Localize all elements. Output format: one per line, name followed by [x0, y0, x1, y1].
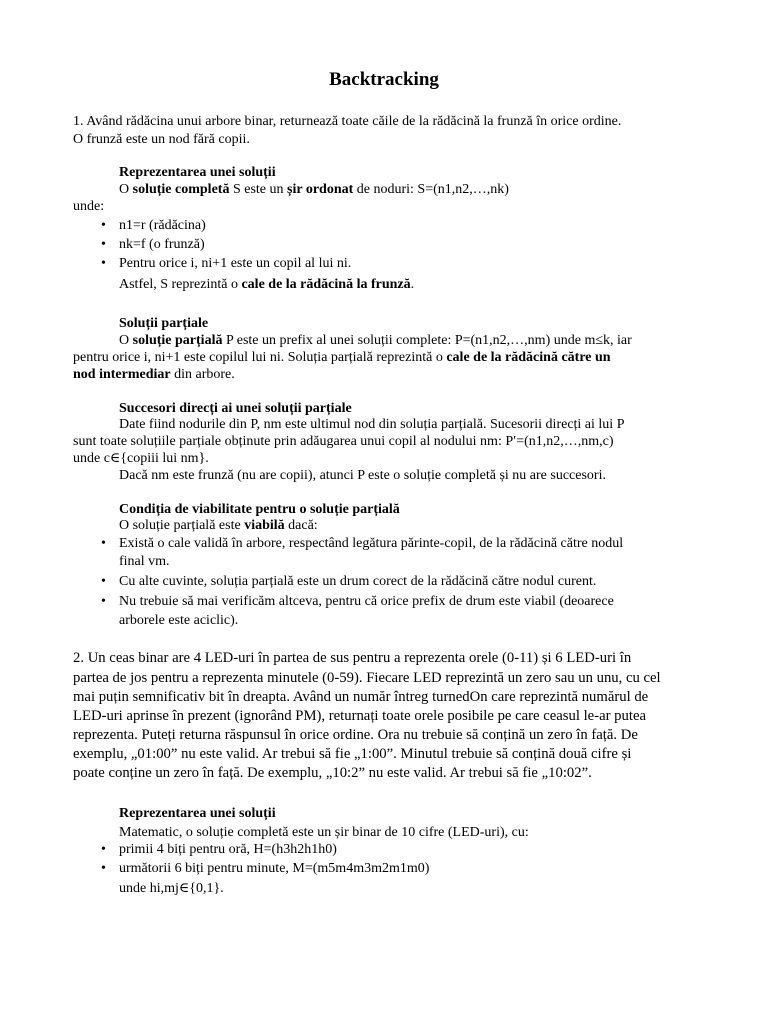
- p1-viab-bullet-1b: final vm.: [119, 554, 170, 569]
- p1-succ-line2: sunt toate soluțiile parțiale obținute prin adăugarea unui copil al nodului nm: P′=(n1,n2,…,nm,c): [73, 434, 614, 449]
- bullet-icon: •: [101, 574, 106, 589]
- p1-astfel: Astfel, S reprezintă o cale de la rădăcină la frunză.: [119, 277, 415, 292]
- bullet-icon: •: [101, 218, 106, 233]
- p1-bullet-1: n1=r (rădăcina): [119, 218, 206, 233]
- p2-unde: unde hi,mj∈{0,1}.: [119, 881, 224, 896]
- bullet-icon: •: [101, 861, 106, 876]
- bullet-icon: •: [101, 237, 106, 252]
- p1-intro-line1: 1. Având rădăcina unui arbore binar, returnează toate căile de la rădăcină la frunză în orice ordine.: [73, 114, 622, 129]
- page-title: Backtracking: [329, 69, 439, 90]
- p2-rep-line: Matematic, o soluție completă este un șir binar de 10 cifre (LED-uri), cu:: [119, 825, 529, 840]
- p1-viab-bullet-3a: Nu trebuie să mai verificăm altceva, pentru că orice prefix de drum este viabil (deoarece: [119, 594, 614, 609]
- p1-part-heading: Soluții parțiale: [119, 316, 209, 331]
- p2-line-7: poate conține un zero în față. De exemplu, „10:2” nu este valid. Ar trebui să fie „10:02”.: [73, 765, 592, 781]
- p1-viab-bullet-3b: arborele este aciclic).: [119, 613, 239, 628]
- p1-succ-line4: Dacă nm este frunză (nu are copii), atunci P este o soluție completă și nu are succesori.: [119, 468, 606, 483]
- p1-succ-line1: Date fiind nodurile din P, nm este ultimul nod din soluția parțială. Sucesorii direcți ai lui P: [119, 417, 625, 432]
- p2-line-1: 2. Un ceas binar are 4 LED-uri în partea de sus pentru a reprezenta orele (0-11) și 6 LED-uri în: [73, 650, 632, 666]
- p1-succ-line3: unde c∈{copiii lui nm}.: [73, 451, 209, 466]
- p2-line-3: mai puțin semnificativ bit în dreapta. Având un număr întreg turnedOn care reprezintă numărul de: [73, 689, 649, 705]
- p1-part-line1: O soluție parțială P este un prefix al unei soluții complete: P=(n1,n2,…,nm) unde m≤k, iar: [119, 333, 632, 348]
- p2-line-6: exemplu, „01:00” nu este valid. Ar trebui să fie „1:00”. Minutul trebuie să conțină două cifre și: [73, 746, 632, 762]
- bullet-icon: •: [101, 256, 106, 271]
- p2-line-5: reprezenta. Puteți returna răspunsul în orice ordine. Ora nu trebuie să conțină un zero în față. De: [73, 727, 638, 743]
- p2-bullet-1: primii 4 biți pentru oră, H=(h3h2h1h0): [119, 842, 337, 857]
- p1-succ-heading: Succesori direcți ai unei soluții parțiale: [119, 401, 352, 416]
- p1-viab-bullet-1a: Există o cale validă în arbore, respectând legătura părinte-copil, de la rădăcină către nodul: [119, 536, 624, 551]
- bullet-icon: •: [101, 536, 106, 551]
- p1-intro-line2: O frunză este un nod fără copii.: [73, 132, 250, 147]
- p2-rep-heading: Reprezentarea unei soluții: [119, 806, 276, 821]
- p1-part-line2: pentru orice i, ni+1 este copilul lui ni. Soluția parțială reprezintă o cale de la rădăcină către un: [73, 350, 611, 365]
- p1-viab-bullet-2: Cu alte cuvinte, soluția parțială este un drum corect de la rădăcină către nodul curent.: [119, 574, 597, 589]
- p1-rep-heading: Reprezentarea unei soluții: [119, 165, 276, 180]
- p1-bullet-3: Pentru orice i, ni+1 este un copil al lui ni.: [119, 256, 352, 271]
- p1-bullet-2: nk=f (o frunză): [119, 237, 205, 252]
- p2-bullet-2: următorii 6 biți pentru minute, M=(m5m4m3m2m1m0): [119, 861, 430, 876]
- p1-part-line3: nod intermediar din arbore.: [73, 367, 235, 382]
- bullet-icon: •: [101, 842, 106, 857]
- bullet-icon: •: [101, 594, 106, 609]
- p1-unde: unde:: [73, 199, 105, 214]
- p2-line-2: partea de jos pentru a reprezenta minutele (0-59). Fiecare LED reprezintă un zero sau un unu, cu cel: [73, 670, 661, 686]
- p1-rep-line: O soluție completă S este un șir ordonat de noduri: S=(n1,n2,…,nk): [119, 182, 509, 197]
- p2-line-4: LED-uri aprinse în prezent (ignorând PM), returnați toate orele posibile pe care ceasul le-ar putea: [73, 708, 646, 724]
- p1-viab-line: O soluție parțială este viabilă dacă:: [119, 518, 318, 533]
- p1-viab-heading: Condiția de viabilitate pentru o soluție parțială: [119, 502, 400, 517]
